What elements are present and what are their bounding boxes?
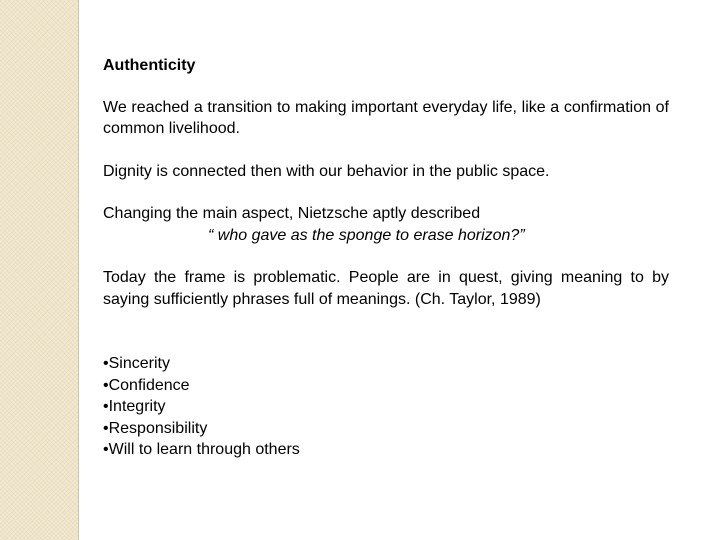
values-list [103,353,669,461]
list-item-will-to-learn: •Will to learn through others [103,441,300,458]
paragraph-dignity: Dignity is connected then with our behavior in the public space. [103,162,550,180]
paragraph-transition: We reached a transition to making important everyday life, like a confirmation of common livelihood. [103,98,669,137]
paragraph-taylor: Today the frame is problematic. People are in quest, giving meaning to by saying sufficiently phrases full of meanings. (Ch. Taylor, 1989) [103,269,669,308]
list-item-responsibility: •Responsibility [103,419,208,437]
list-item-confidence: •Confidence [103,376,190,394]
list-item-integrity: •Integrity [103,398,166,415]
list-item-sincerity: •Sincerity [103,355,170,372]
slide-title: Authenticity [103,57,196,74]
paragraph-nietzsche: Changing the main aspect, Nietzsche aptly described [103,205,481,222]
nietzsche-quote: “ who gave as the sponge to erase horizon?” [208,226,525,244]
slide-content [103,55,669,461]
decorative-side-band [0,0,79,540]
